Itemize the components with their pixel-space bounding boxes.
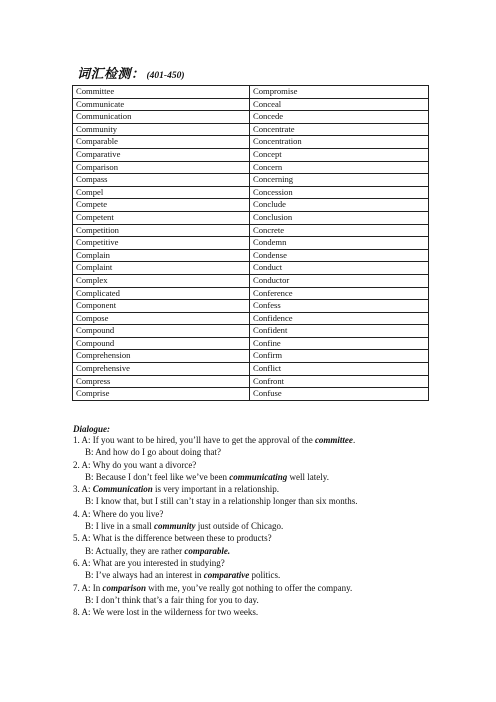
vocab-word-left: Complex: [73, 274, 250, 287]
dialogue-keyword: communicating: [229, 471, 288, 482]
dialogue-text: politics.: [249, 570, 281, 581]
table-row: [73, 300, 429, 313]
dialogue-text: 3. A:: [73, 484, 93, 495]
vocab-word-right: Concerning: [250, 174, 429, 187]
dialogue-text: is very important in a relationship.: [152, 484, 280, 495]
vocab-word-right: Concentrate: [250, 123, 429, 136]
dialogue-line-a: [73, 606, 453, 618]
vocab-word-right: Conclude: [250, 199, 429, 212]
dialogue-line-a: [73, 434, 453, 446]
vocab-word-left: Comparison: [73, 161, 250, 174]
vocab-word-right: Confirm: [250, 350, 429, 363]
vocab-word-left: Compass: [73, 174, 250, 187]
vocab-word-right: Condemn: [250, 237, 429, 250]
dialogue-text: with me, you’ve really got nothing to offer the company.: [146, 582, 353, 593]
table-row: [73, 350, 429, 363]
vocab-word-right: Confine: [250, 337, 429, 350]
table-row: [73, 237, 429, 250]
dialogue-keyword: comparison: [102, 582, 147, 593]
vocab-word-left: Comprise: [73, 388, 250, 401]
dialogue-text: 5. A: What is the difference between these to products?: [73, 533, 272, 544]
dialogue-text: 4. A: Where do you live?: [73, 508, 164, 519]
dialogue-line-a: [73, 508, 453, 520]
vocab-word-left: Community: [73, 123, 250, 136]
dialogue-keyword: comparative: [203, 570, 250, 581]
table-row: [73, 199, 429, 212]
vocab-word-left: Competition: [73, 224, 250, 237]
vocab-word-right: Conductor: [250, 274, 429, 287]
table-row: [73, 86, 429, 99]
dialogue-heading: Dialogue:: [73, 424, 110, 434]
table-row: [73, 174, 429, 187]
dialogue-line-b: [73, 495, 453, 507]
table-row: [73, 363, 429, 376]
dialogue-text: B: I live in a small: [85, 521, 154, 532]
vocab-word-right: Concrete: [250, 224, 429, 237]
vocab-word-right: Concept: [250, 148, 429, 161]
dialogue-text: 2. A: Why do you want a divorce?: [73, 459, 197, 470]
table-row: [73, 287, 429, 300]
table-row: [73, 325, 429, 338]
dialogue-line-b: [73, 569, 453, 581]
vocab-word-left: Competitive: [73, 237, 250, 250]
table-row: [73, 98, 429, 111]
vocab-word-left: Compound: [73, 325, 250, 338]
table-row: [73, 249, 429, 262]
vocab-word-left: Communication: [73, 111, 250, 124]
table-row: [73, 186, 429, 199]
vocab-word-right: Concession: [250, 186, 429, 199]
dialogue-text: .: [352, 435, 356, 445]
table-row: [73, 274, 429, 287]
dialogue-line-a: [73, 582, 453, 594]
table-row: [73, 111, 429, 124]
page-title: [77, 67, 185, 83]
vocab-word-left: Component: [73, 300, 250, 313]
vocab-word-left: Complicated: [73, 287, 250, 300]
vocab-word-left: Committee: [73, 86, 250, 99]
table-row: [73, 148, 429, 161]
vocab-word-right: Concede: [250, 111, 429, 124]
vocab-word-right: Conference: [250, 287, 429, 300]
vocab-word-left: Compete: [73, 199, 250, 212]
table-row: [73, 211, 429, 224]
dialogue-keyword: committee: [314, 435, 353, 445]
dialogue-text: well lately.: [287, 471, 329, 482]
dialogue-text: B: I know that, but I still can’t stay in a relationship longer than six months.: [85, 496, 358, 507]
vocab-word-left: Comparable: [73, 136, 250, 149]
vocab-word-right: Compromise: [250, 86, 429, 99]
table-row: [73, 262, 429, 275]
dialogue-line-a: [73, 532, 453, 544]
dialogue-text: 1. A: If you want to be hired, you’ll have to get the approval of the: [73, 435, 315, 445]
dialogue-line-a: [73, 483, 453, 495]
table-row: [73, 375, 429, 388]
dialogue-keyword: community: [154, 521, 196, 532]
dialogue-text: B: Because I don’t feel like we’ve been: [85, 471, 230, 482]
table-row: [73, 388, 429, 401]
vocab-word-left: Compel: [73, 186, 250, 199]
vocab-word-left: Complain: [73, 249, 250, 262]
vocab-word-left: Compress: [73, 375, 250, 388]
vocab-word-left: Compose: [73, 312, 250, 325]
vocab-word-right: Conclusion: [250, 211, 429, 224]
table-row: [73, 123, 429, 136]
vocab-word-right: Conduct: [250, 262, 429, 275]
vocab-word-right: Confuse: [250, 388, 429, 401]
vocab-word-left: Comparative: [73, 148, 250, 161]
vocab-word-right: Confidence: [250, 312, 429, 325]
title-range: (401-450): [146, 71, 185, 81]
vocab-word-right: Concentration: [250, 136, 429, 149]
dialogue-text: B: And how do I go about doing that?: [85, 447, 221, 458]
dialogue-text: B: I don’t think that’s a fair thing for you to day.: [85, 594, 259, 605]
table-row: [73, 337, 429, 350]
dialogue-text: 6. A: What are you interested in studying?: [73, 557, 225, 568]
title-heading: 词汇检测：: [77, 66, 145, 81]
table-row: [73, 312, 429, 325]
dialogue-keyword: comparable.: [184, 545, 231, 556]
vocab-word-right: Conceal: [250, 98, 429, 111]
dialogue-line-b: [73, 520, 453, 532]
dialogue-line-a: [73, 459, 453, 471]
dialogue-line-b: [73, 471, 453, 483]
vocab-word-left: Competent: [73, 211, 250, 224]
vocab-word-left: Communicate: [73, 98, 250, 111]
vocab-word-right: Confront: [250, 375, 429, 388]
dialogue-section: [73, 434, 453, 618]
vocabulary-table: [72, 85, 429, 401]
dialogue-text: B: I’ve always had an interest in: [85, 570, 204, 581]
vocab-word-right: Confident: [250, 325, 429, 338]
dialogue-text: just outside of Chicago.: [195, 521, 284, 532]
dialogue-line-a: [73, 557, 453, 569]
dialogue-line-b: [73, 594, 453, 606]
dialogue-text: 8. A: We were lost in the wilderness for two weeks.: [73, 607, 259, 618]
vocab-word-left: Compound: [73, 337, 250, 350]
table-row: [73, 161, 429, 174]
vocab-word-left: Complaint: [73, 262, 250, 275]
vocab-word-left: Comprehension: [73, 350, 250, 363]
dialogue-line-b: [73, 545, 453, 557]
dialogue-text: 7. A: In: [73, 582, 103, 593]
vocab-word-left: Comprehensive: [73, 363, 250, 376]
dialogue-text: B: Actually, they are rather: [85, 545, 185, 556]
vocab-word-right: Condense: [250, 249, 429, 262]
table-row: [73, 136, 429, 149]
vocab-word-right: Confess: [250, 300, 429, 313]
dialogue-keyword: Communication: [92, 484, 153, 495]
vocab-word-right: Concern: [250, 161, 429, 174]
dialogue-line-b: [73, 446, 453, 458]
vocab-word-right: Conflict: [250, 363, 429, 376]
table-row: [73, 224, 429, 237]
